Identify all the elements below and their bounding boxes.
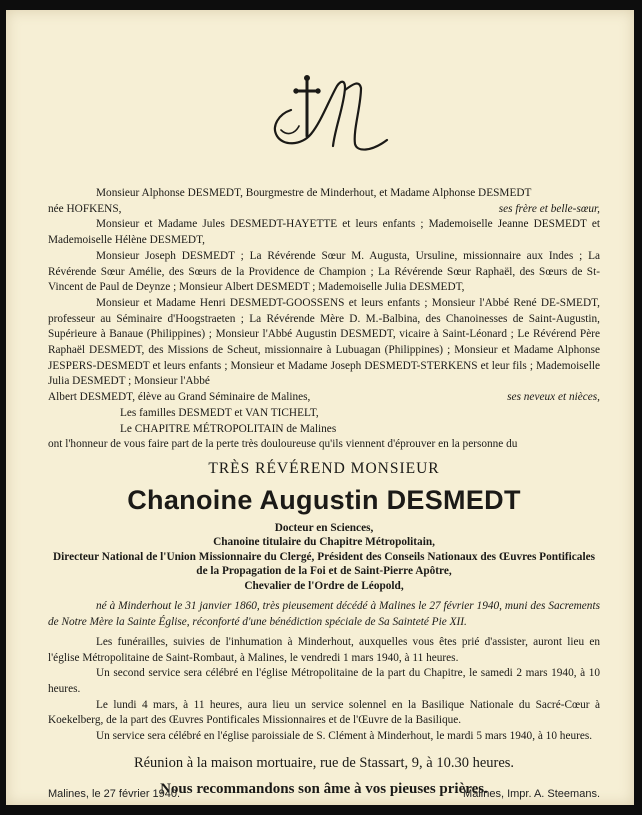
announcer-paragraph: Monsieur et Madame Jules DESMEDT-HAYETTE et leurs enfants ; Mademoiselle Jeanne DESMEDT et Mademoiselle Hélène DESMEDT, xyxy=(48,218,600,247)
deceased-name: Chanoine Augustin DESMEDT xyxy=(127,484,521,515)
relation-text: ses neveux et nièces, xyxy=(507,391,600,404)
announcer-line: Les familles DESMEDT et VAN TICHELT, xyxy=(120,406,319,419)
announcer-paragraph: Monsieur Joseph DESMEDT ; La Révérende Sœur M. Augusta, Ursuline, missionnaire aux Indes ; La Révérende Sœur Amélie, des Sœurs de la Providence de Champion ; La Révérende Sœur Raphaël, des Sœurs de St-Vincent de Paul de Deynze ; Monsieur Albert DESMEDT ; Mademoiselle Julia DESMEDT, xyxy=(48,249,600,294)
place-date: Malines, le 27 février 1940. xyxy=(48,788,181,800)
title-line: Docteur en Sciences, xyxy=(274,521,374,534)
printer-credit: Malines, Impr. A. Steemans. xyxy=(463,788,600,800)
title-line: Chanoine titulaire du Chapitre Métropolitain, xyxy=(213,536,435,549)
announcement-phrase: ont l'honneur de vous faire part de la perte très douloureuse qu'ils viennent d'éprouver en la personne du xyxy=(48,438,518,451)
announcer-line-split xyxy=(48,390,600,406)
second-service-text: Un second service sera célébré en l'église Métropolitaine de la part du Chapitre, le samedi 2 mars 1940, à 10 heures. xyxy=(48,667,600,695)
title-line: Directeur National de l'Union Missionnaire du Clergé, Président des Conseils Nationaux des Œuvres Pontificales de la Propagation de la Foi et de Saint-Pierre Apôtre, xyxy=(52,550,596,578)
announcer-paragraph: Monsieur et Madame Henri DESMEDT-GOOSSENS et leurs enfants ; Monsieur l'Abbé René DE-SMEDT, professeur au Séminaire d'Hoogstraeten ; La Révérende Mère D. M.-Balbina, des Chanoinesses de Saint-Augustin, Supérieure à Banaue (Philippines) ; Monsieur l'Abbé Augustin DESMEDT, vicaire à Saint-Léonard ; Le Révérend Père Raphaël DESMEDT, des Missions de Scheut, missionnaire à Lubuagan (Philippines) ; Monsieur et Madame Alphonse JESPERS-DESMEDT et leurs enfants ; Monsieur et Madame Joseph DESMEDT-STERKENS et leur fils ; Mademoiselle Julia DESMEDT ; Monsieur l'Abbé xyxy=(48,296,600,388)
deceased-titles xyxy=(48,521,600,594)
footer xyxy=(48,788,600,800)
recommendation-text: Nous recommandons son âme à vos pieuses prières. xyxy=(160,780,488,797)
announcer-text: née HOFKENS, xyxy=(48,202,122,215)
honorific-prefix: TRÈS RÉVÉREND MONSIEUR xyxy=(208,459,440,477)
reunion-text: Réunion à la maison mortuaire, rue de Stassart, 9, à 10.30 heures. xyxy=(133,754,515,771)
title-line: Chevalier de l'Ordre de Léopold, xyxy=(244,579,404,592)
minderhout-service-text: Un service sera célébré en l'église paroissiale de S. Clément à Minderhout, le mardi 5 mars 1940, à 10 heures. xyxy=(96,730,593,743)
announcer-line: Monsieur Alphonse DESMEDT, Bourgmestre de Minderhout, et Madame Alphonse DESMEDT xyxy=(96,187,532,199)
notice-body xyxy=(48,186,600,799)
announcer-line: Le CHAPITRE MÉTROPOLITAIN de Malines xyxy=(120,422,337,435)
funeral-text: Les funérailles, suivies de l'inhumation à Minderhout, auxquelles vous êtes prié d'assister, auront lieu en l'église Métropolitaine de Saint-Rombaut, à Malines, le vendredi 1 mars 1940, à 11 heures. xyxy=(48,635,600,664)
cross-monogram-icon xyxy=(261,70,401,165)
relation-text: ses frère et belle-sœur, xyxy=(498,202,600,215)
announcer-text: Albert DESMEDT, élève au Grand Séminaire de Malines, xyxy=(48,391,311,404)
birth-death-text: né à Minderhout le 31 janvier 1860, très pieusement décédé à Malines le 27 février 1940, muni des Sacrements de Notre Mère la Sainte Église, réconforté d'une bénédiction spéciale de Sa Sainteté Pie XII. xyxy=(48,600,600,629)
koekelberg-service-text: Le lundi 4 mars, à 11 heures, aura lieu un service solennel en la Basilique Nationale du Sacré-Cœur à Koekelberg, de la part des Œuvres Pontificales Missionnaires et de l'Œuvre de la Basilique. xyxy=(48,698,600,727)
announcer-line-split xyxy=(48,202,600,218)
death-notice-card xyxy=(6,10,634,805)
